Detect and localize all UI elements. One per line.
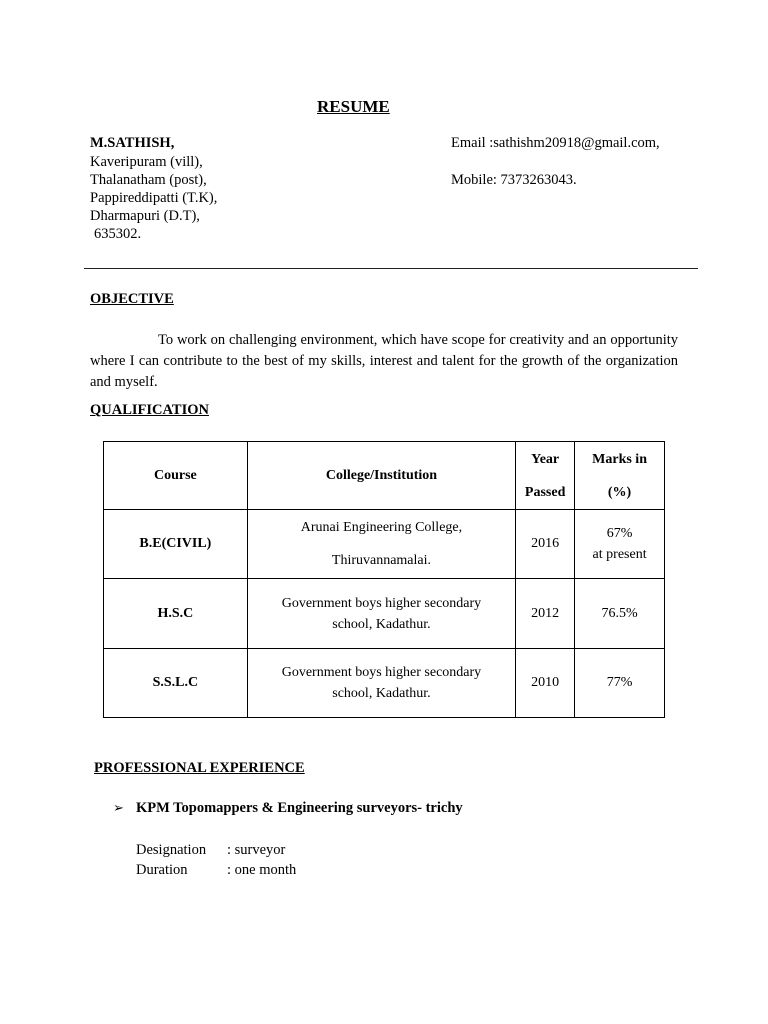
- header-college: College/Institution: [247, 442, 515, 510]
- marks-cell: 76.5%: [575, 579, 665, 648]
- designation-value: : surveyor: [227, 842, 286, 858]
- header-divider: [84, 268, 698, 269]
- marks-cell: [575, 510, 665, 579]
- course-cell: S.S.L.C: [104, 648, 248, 717]
- year-cell: 2010: [516, 648, 575, 717]
- experience-heading: PROFESSIONAL EXPERIENCE: [94, 760, 305, 776]
- address-line: Kaveripuram (vill),: [90, 154, 203, 170]
- address-line: Pappireddipatti (T.K),: [90, 190, 218, 206]
- year-cell: 2012: [516, 579, 575, 648]
- marks-note: at present: [592, 547, 647, 563]
- header-year: [516, 442, 575, 510]
- college-line: Government boys higher secondary: [281, 595, 482, 611]
- objective-text: To work on challenging environment, which have scope for creativity and an opportunity where I can contribute to the best of my skills, interest and talent for the growth of the organization and myself.: [90, 332, 678, 390]
- college-cell: [247, 510, 515, 579]
- college-line: school, Kadathur.: [332, 685, 431, 701]
- mobile-text: Mobile: 7373263043.: [451, 172, 577, 188]
- company-name: KPM Topomappers & Engineering surveyors- trichy: [136, 800, 463, 816]
- college-cell: [247, 579, 515, 648]
- designation-label: Designation: [136, 842, 207, 858]
- header-marks-line1: Marks in: [592, 451, 647, 467]
- address-line: Thalanatham (post),: [90, 172, 207, 188]
- table-header-row: [104, 442, 665, 510]
- course-cell: H.S.C: [104, 579, 248, 648]
- header-year-line1: Year: [531, 451, 560, 467]
- arrow-bullet-icon: ➢: [113, 800, 124, 815]
- duration-label: Duration: [136, 862, 188, 878]
- college-cell: [247, 648, 515, 717]
- objective-heading: OBJECTIVE: [90, 291, 174, 307]
- duration-value: : one month: [227, 862, 297, 878]
- course-cell: B.E(CIVIL): [104, 510, 248, 579]
- qualification-heading: QUALIFICATION: [90, 402, 209, 418]
- qualification-table: [103, 441, 665, 718]
- table-row: [104, 648, 665, 717]
- header-marks-line2: (%): [607, 484, 632, 500]
- objective-paragraph: [90, 330, 678, 393]
- college-line: Thiruvannamalai.: [331, 553, 432, 569]
- resume-title: RESUME: [317, 97, 390, 116]
- address-line: 635302.: [94, 226, 142, 242]
- table-row: [104, 579, 665, 648]
- college-line: Government boys higher secondary: [281, 664, 482, 680]
- marks-value: 67%: [606, 526, 633, 542]
- address-line: Dharmapuri (D.T),: [90, 208, 200, 224]
- candidate-name: M.SATHISH,: [90, 135, 175, 151]
- college-line: school, Kadathur.: [332, 616, 431, 632]
- header-marks: [575, 442, 665, 510]
- header-course: Course: [104, 442, 248, 510]
- marks-cell: 77%: [575, 648, 665, 717]
- email-text: Email :sathishm20918@gmail.com,: [451, 135, 660, 151]
- table-row: [104, 510, 665, 579]
- year-cell: 2016: [516, 510, 575, 579]
- college-line: Arunai Engineering College,: [300, 520, 463, 536]
- header-year-line2: Passed: [524, 484, 566, 500]
